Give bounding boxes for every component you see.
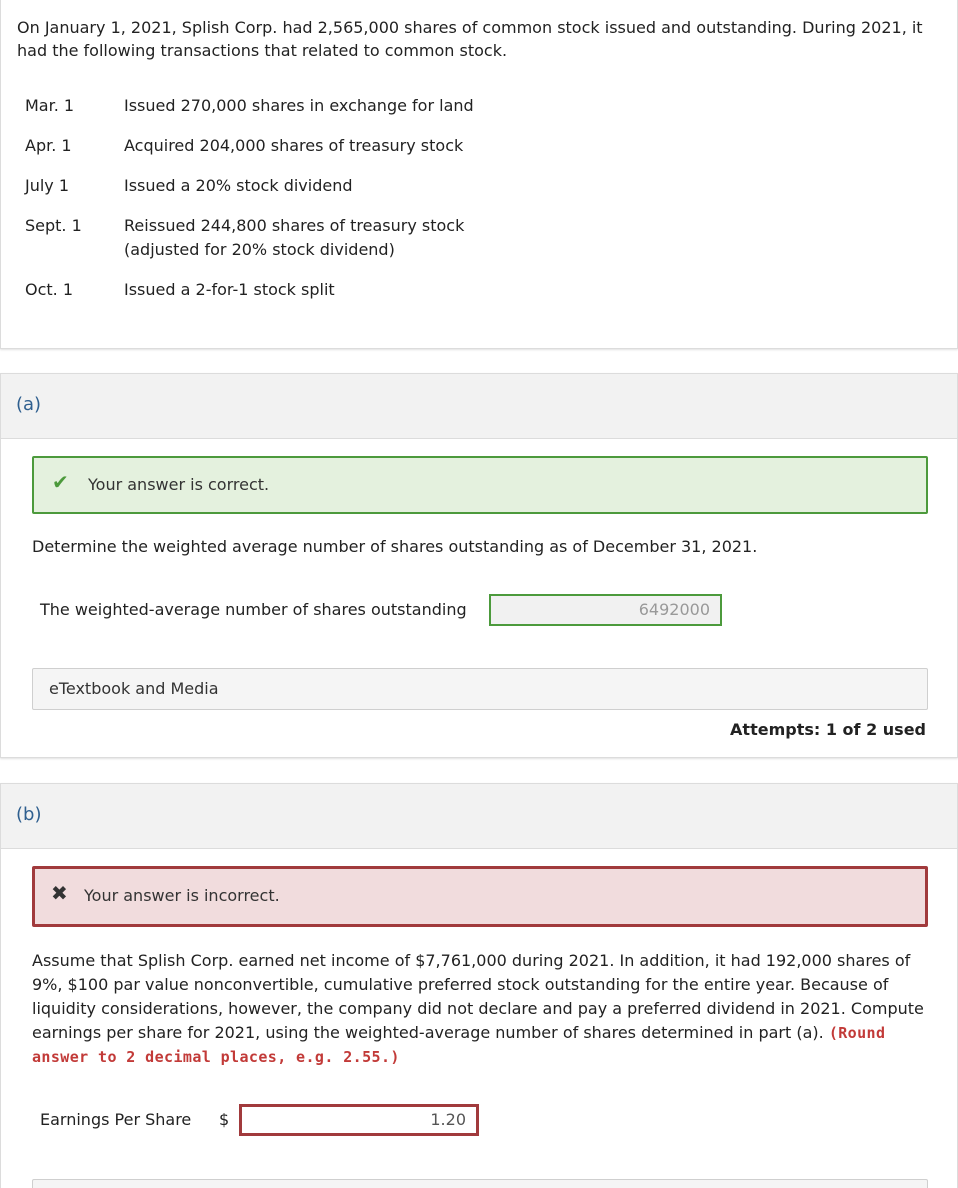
part-b-question-text: Assume that Splish Corp. earned net income of $7,761,000 during 2021. In addition, it had 192,000 shares of 9%, $100 par value nonconvertible, cumulative preferred stock outstanding for the entire year. Because of liquidity considerations, however, the company did not declare and pay a preferred dividend in 2021. Compute earnings per share for 2021, using the weighted-average number of shares determined in part (a). bbox=[32, 951, 924, 1042]
transaction-description: Acquired 204,000 shares of treasury stock bbox=[124, 136, 464, 155]
weighted-average-input[interactable]: 6492000 bbox=[489, 594, 722, 626]
transaction-date: Sept. 1 bbox=[25, 216, 82, 235]
transaction-description: Issued a 20% stock dividend bbox=[124, 176, 353, 195]
part-a-card bbox=[0, 373, 958, 758]
eps-input[interactable]: 1.20 bbox=[239, 1104, 479, 1136]
etextbook-media-bar[interactable] bbox=[32, 668, 928, 710]
eps-label: Earnings Per Share bbox=[40, 1110, 192, 1129]
incorrect-banner-text: Your answer is incorrect. bbox=[84, 886, 280, 905]
part-b-card bbox=[0, 783, 958, 1188]
check-icon: ✔ bbox=[52, 470, 69, 494]
transaction-date: Apr. 1 bbox=[25, 136, 72, 155]
transaction-description-note: (adjusted for 20% stock dividend) bbox=[124, 240, 395, 259]
part-b-header bbox=[1, 784, 957, 849]
rounding-instruction: (Round answer to 2 decimal places, e.g. 2.55.) bbox=[32, 1024, 886, 1066]
transaction-description: Issued a 2-for-1 stock split bbox=[124, 280, 335, 299]
transaction-description: Issued 270,000 shares in exchange for land bbox=[124, 96, 474, 115]
transaction-date: July 1 bbox=[25, 176, 70, 195]
part-a-header bbox=[1, 374, 957, 439]
transaction-description: Reissued 244,800 shares of treasury stock bbox=[124, 216, 465, 235]
problem-intro-text: On January 1, 2021, Splish Corp. had 2,565,000 shares of common stock issued and outstanding. During 2021, it had the following transactions that related to common stock. bbox=[17, 18, 923, 60]
incorrect-answer-banner bbox=[32, 866, 928, 927]
transaction-date: Mar. 1 bbox=[25, 96, 75, 115]
dollar-sign: $ bbox=[219, 1110, 230, 1129]
correct-banner-text: Your answer is correct. bbox=[88, 475, 270, 494]
part-b-label: (b) bbox=[16, 804, 42, 825]
transaction-date: Oct. 1 bbox=[25, 280, 74, 299]
correct-answer-banner bbox=[32, 456, 928, 514]
x-icon: ✖ bbox=[51, 881, 68, 905]
part-a-question: Determine the weighted average number of shares outstanding as of December 31, 2021. bbox=[32, 537, 758, 556]
etextbook-media-label: eTextbook and Media bbox=[49, 679, 219, 698]
problem-statement-card bbox=[0, 0, 958, 349]
part-a-label: (a) bbox=[16, 394, 42, 415]
part-b-question bbox=[32, 949, 927, 1069]
weighted-average-label: The weighted-average number of shares outstanding bbox=[40, 600, 467, 619]
attempts-counter: Attempts: 1 of 2 used bbox=[730, 720, 926, 739]
etextbook-media-bar-b[interactable] bbox=[32, 1179, 928, 1188]
